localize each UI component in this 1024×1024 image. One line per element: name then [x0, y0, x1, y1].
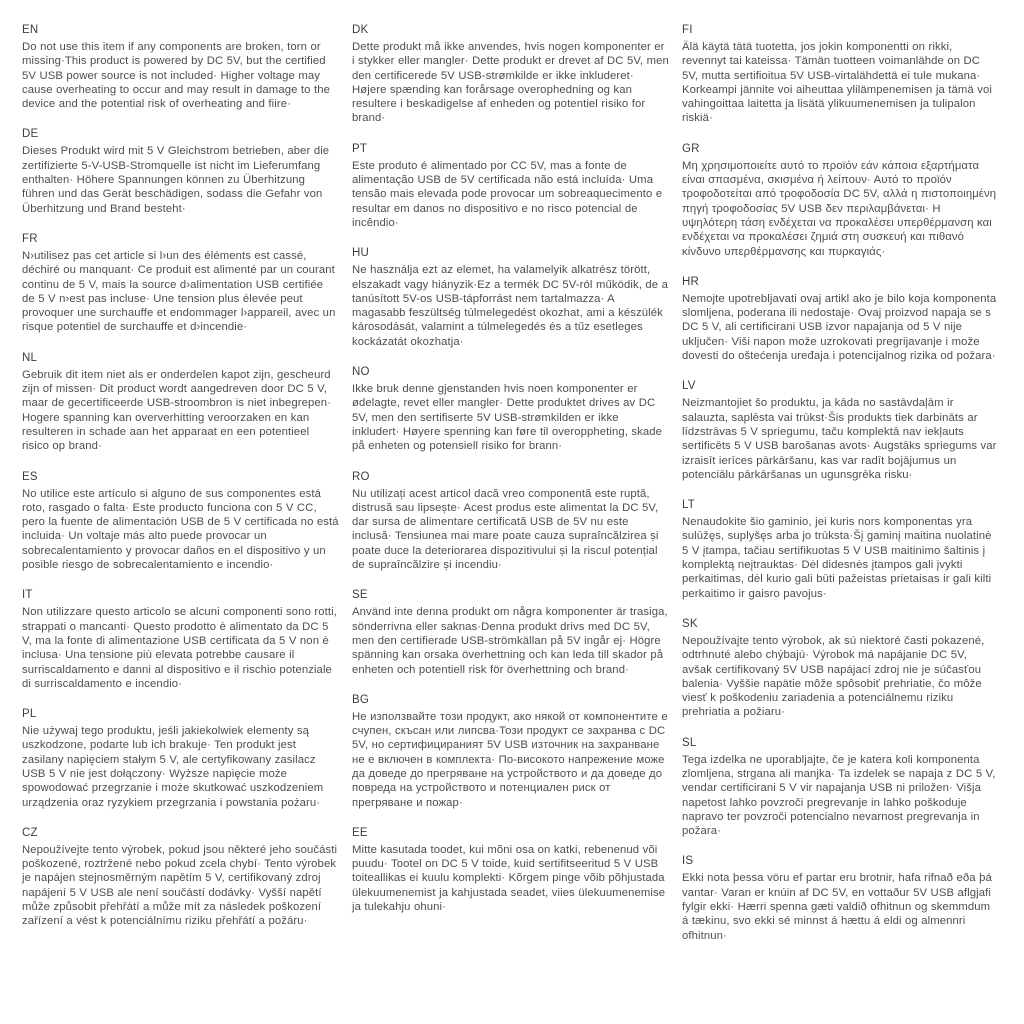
warning-text: Μη χρησιμοποιείτε αυτό το προϊόν εάν κάποια εξαρτήματα είναι σπασμένα, σκισμένα ή λείπουν· Αυτό το προϊόν τροφοδοτείται από τροφοδοσία DC 5V, αλλά η πιστοποιημένη πηγή τροφοδοσίας 5V USB δεν περιλαμβάνεται· Η υψηλότερη τάση ενδέχεται να προκαλέσει υπερθέρμανση και ενδέχεται να προκαλέσει ζημιά στη συσκευή και πιθανό κίνδυνο υπερθέρμανσης και πυρκαγιάς· [682, 159, 997, 258]
language-section [22, 233, 339, 335]
warning-text: Nu utilizați acest articol dacă vreo componentă este ruptă, distrusă sau lipsește· Acest produs este alimentat la DC 5V, dar sursa de alimentare certificată USB de 5V nu este inclusă· Tensiunea mai mare poate cauza supraîncălzirea și poate duce la deteriorarea dispozitivului și la riscul potențial de supraîncălzire și incendiu· [352, 487, 659, 572]
warning-text: N›utilisez pas cet article si l›un des éléments est cassé, déchiré ou manquant· Ce produit est alimenté par un courant continu de 5 V, mais la source d›alimentation USB certifiée de 5 V n›est pas incluse· Une tension plus élevée peut provoquer une surchauffe et endommager l›appareil, avec un risque potentiel de surchauffe et d›incendie· [22, 249, 336, 334]
warning-text: Gebruik dit item niet als er onderdelen kapot zijn, gescheurd zijn of missen· Dit product wordt aangedreven door DC 5 V, maar de gecertificeerde USB-stroombron is niet inbegrepen· Hogere spanning kan oververhitting veroorzaken en kan resulteren in schade aan het apparaat en een potentieel risico op brand· [22, 368, 332, 453]
warning-text: Ikke bruk denne gjenstanden hvis noen komponenter er ødelagte, revet eller mangler· Dette produktet drives av DC 5V, men den sertifiserte 5V USB-strømkilden er ikke inkludert· Høyere spenning kan føre til overoppheting, skade på enheten og potensiell risiko for brann· [352, 383, 663, 453]
warning-text: Nepoužívejte tento výrobek, pokud jsou některé jeho součásti poškozené, roztržené nebo pokud zcela chybí· Tento výrobek je napájen stejnosměrným napětím 5 V, certifikovaný zdroj napájení 5 V USB ale není součástí dodávky· Vyšší napětí může způsobit přehřátí a může mít za následek poškození zařízení a vést k potenciálnímu riziku přehřátí a požáru· [22, 843, 338, 928]
document-column-3 [682, 24, 999, 1014]
language-section [352, 143, 669, 230]
warning-text: Dieses Produkt wird mit 5 V Gleichstrom betrieben, aber die zertifizierte 5-V-USB-Stromquelle ist nicht im Lieferumfang enthalten· Höhere Spannungen können zu Überhitzung führen und das Gerät beschädigen, sodass die Gefahr von Überhitzung und Brand besteht· [22, 145, 330, 215]
warning-text: Tega izdelka ne uporabljajte, če je katera koli komponenta zlomljena, strgana ali manjka· Ta izdelek se napaja z DC 5 V, vendar certificirani 5 V vir napajanja USB ni priložen· Višja napetost lahko povzroči pregrevanje in lahko poškoduje napravo ter povzroči potencialno nevarnost pregrevanja in požara· [682, 753, 996, 838]
language-section [352, 589, 669, 676]
warning-text: Nepoužívajte tento výrobok, ak sú niektoré časti pokazené, odtrhnuté alebo chýbajú· Výrobok má napájanie DC 5V, avšak certifikovaný 5V USB napájací zdroj nie je súčasťou balenia· Vyššie napätie môže spôsobiť prehriatie, čo môže viesť k poškodeniu zariadenia a potenciálnemu riziku prehriatia a požiaru· [682, 634, 985, 719]
language-code: EE [352, 826, 368, 839]
language-section [22, 24, 339, 111]
warning-text: Не използвайте този продукт, ако някой от компонентите е счупен, скъсан или липсва·Този продукт се захранва с DC 5V, но сертифицираният 5V USB източник на захранване не е включен в комплекта· По-високото напрежение може да доведе до прегряване на устройството и да доведе до повреда на устройството и потенциален риск от прегряване и пожар· [352, 710, 668, 809]
warning-text: Ekki nota þessa vöru ef partar eru brotnir, hafa rifnað eða þá vantar· Varan er knúin af DC 5V, en vottaður 5V USB aflgjafi fylgir ekki· Hærri spenna gæti valdið ofhitnun og skemmdum á tækinu, svo ekki sé minnst á hættu á eldi og almennri ofhitnun· [682, 872, 992, 942]
language-section [682, 499, 999, 601]
language-section [682, 276, 999, 363]
language-code: LV [682, 380, 696, 393]
warning-text: Neizmantojiet šo produktu, ja kāda no sastāvdaļām ir salauzta, saplēsta vai trūkst·Šis produkts tiek darbināts ar līdzstrāvas 5 V spriegumu, taču komplektā nav iekļauts sertificēts 5 V USB barošanas avots· Augstāks spriegums var izraisīt ierīces pārkāršanu, kas var radīt bojājumus un potenciālu pārkāršanas un ugunsgrēka risku· [682, 397, 997, 481]
warning-text: Nie używaj tego produktu, jeśli jakiekolwiek elementy są uszkodzone, podarte lub ich brakuje· Ten produkt jest zasilany napięciem stałym 5 V, ale certyfikowany zasilacz USB 5 V nie jest dołączony· Wyższe napięcie może spowodować przegrzanie i może skutkować uszkodzeniem urządzenia oraz ryzykiem przegrzania i powstania pożaru· [22, 725, 324, 809]
language-section [22, 708, 339, 810]
language-code: DE [22, 128, 39, 141]
language-code: NO [352, 366, 370, 379]
language-code: HU [352, 247, 370, 260]
language-section [682, 737, 999, 839]
language-section [352, 471, 669, 573]
warning-text: Använd inte denna produkt om några komponenter är trasiga, sönderrivna eller saknas·Denna produkt drivs med DC 5V, men den certifierade USB-strömkällan på 5V ingår ej· Högre spänning kan orsaka överhettning och kan leda till skador på enheten och potentiell risk för överhettning och brand· [352, 606, 668, 676]
language-section [352, 24, 669, 126]
language-section [352, 247, 669, 349]
language-section [682, 24, 999, 126]
warning-text: No utilice este artículo si alguno de sus componentes está roto, rasgado o falta· Este producto funciona con 5 V CC, pero la fuente de alimentación USB de 5 V certificada no está incluida· Un voltaje más alto puede provocar un sobrecalentamiento y provocar daños en el dispositivo y un posible riesgo de sobrecalentamiento e incendio· [22, 487, 339, 572]
warning-text: Dette produkt må ikke anvendes, hvis nogen komponenter er i stykker eller mangler· Dette produkt er drevet af DC 5V, men den certificerede 5V USB-strømkilde er ikke inkluderet· Højere spænding kan forårsage overophedning og kan resultere i beskadigelse af enheden og potentiel risiko for brand· [352, 41, 669, 125]
language-code: HR [682, 275, 700, 288]
language-code: NL [22, 351, 38, 364]
language-section [352, 694, 669, 810]
language-code: FI [682, 24, 693, 36]
language-code: CZ [22, 826, 38, 839]
language-section [682, 855, 999, 942]
language-section [22, 827, 339, 929]
language-section [22, 589, 339, 691]
language-section [352, 366, 669, 453]
language-code: DK [352, 24, 369, 36]
warning-text: Mitte kasutada toodet, kui mõni osa on katki, rebenenud või puudu· Tootel on DC 5 V toide, kuid sertifitseeritud 5 V USB toiteallikas ei kuulu komplekti· Kõrgem pinge võib põhjustada ülekuumenemist ja kahjustada seadet, viies ülekuumenemise ja tulekahju ohuni· [352, 843, 666, 914]
language-code: FR [22, 232, 38, 245]
language-code: SL [682, 736, 697, 749]
language-code: PT [352, 142, 368, 155]
language-code: EN [22, 24, 39, 36]
language-section [352, 827, 669, 914]
language-code: IS [682, 855, 694, 868]
language-code: SE [352, 589, 368, 602]
warning-text: Este produto é alimentado por CC 5V, mas a fonte de alimentação USB de 5V certificada não está incluída· Uma tensão mais elevada pode provocar um sobreaquecimento e resultar em danos no dispositivo e no risco potencial de incêndio· [352, 159, 663, 229]
language-code: BG [352, 693, 370, 706]
language-code: PL [22, 708, 37, 721]
language-code: IT [22, 589, 33, 602]
warning-text: Nenaudokite šio gaminio, jei kuris nors komponentas yra sulūžęs, suplyšęs arba jo trūksta·Šį gaminį maitina nuolatinė 5 V įtampa, tačiau sertifikuotas 5 V USB maitinimo šaltinis į komplektą neįtrauktas· Dėl didesnės įtampos gali įvykti perkaitimas, dėl kurio gali būti pažeistas prietaisas ir gali kilti perkaitimo ir gaisro pavojus· [682, 516, 992, 600]
language-section [682, 618, 999, 720]
language-section [682, 380, 999, 482]
warning-text: Nemojte upotrebljavati ovaj artikl ako je bilo koja komponenta slomljena, poderana ili nedostaje· Ovaj proizvod napaja se s DC 5 V, ali certificirani USB izvor napajanja od 5 V nije uključen· Viši napon može uzrokovati pregrijavanje i može dovesti do oštećenja uređaja i potencijalnog rizika od požara· [682, 292, 997, 363]
warning-text: Do not use this item if any components are broken, torn or missing·This product is powered by DC 5V, but the certified 5V USB power source is not included· Higher voltage may cause overheating to occur and may result in damage to the device and the potential risk of overheating and fiire· [22, 41, 330, 111]
language-code: GR [682, 142, 700, 155]
language-code: ES [22, 470, 38, 483]
language-section [682, 143, 999, 259]
language-code: SK [682, 617, 698, 630]
warning-text: Non utilizzare questo articolo se alcuni componenti sono rotti, strappati o mancanti· Questo prodotto è alimentato da DC 5 V, ma la fonte di alimentazione USB certificata da 5 V non è inclusa· Una tensione più elevata potrebbe causare il surriscaldamento e danni al dispositivo e il rischio potenziale di surriscaldamento e incendio· [22, 606, 337, 690]
language-code: LT [682, 499, 695, 512]
warning-text: Ne használja ezt az elemet, ha valamelyik alkatrész törött, elszakadt vagy hiányzik·Ez a termék DC 5V-ról működik, de a tanúsított 5V-os USB-tápforrást nem tartalmazza· A magasabb feszültség túlmelegedést okozhat, ami a készülék károsodását, valamint a túlmelegedés és a tűz esetleges kockázatát okozhatja· [352, 264, 668, 348]
document-column-2 [352, 24, 669, 1014]
warning-text: Älä käytä tätä tuotetta, jos jokin komponentti on rikki, revennyt tai kateissa· Tämän tuotteen voimanlähde on DC 5V, mutta sertifioitua 5V USB-virtalähdettä ei tule mukana· Korkeampi jännite voi aiheuttaa ylilämpenemisen ja tämä voi vahingoittaa laitetta ja lisätä ylikuumenemisen ja tulipalon riskiä· [682, 41, 992, 125]
document-column-1 [22, 24, 339, 1014]
language-section [22, 471, 339, 573]
language-code: RO [352, 470, 370, 483]
language-section [22, 352, 339, 454]
language-section [22, 128, 339, 215]
